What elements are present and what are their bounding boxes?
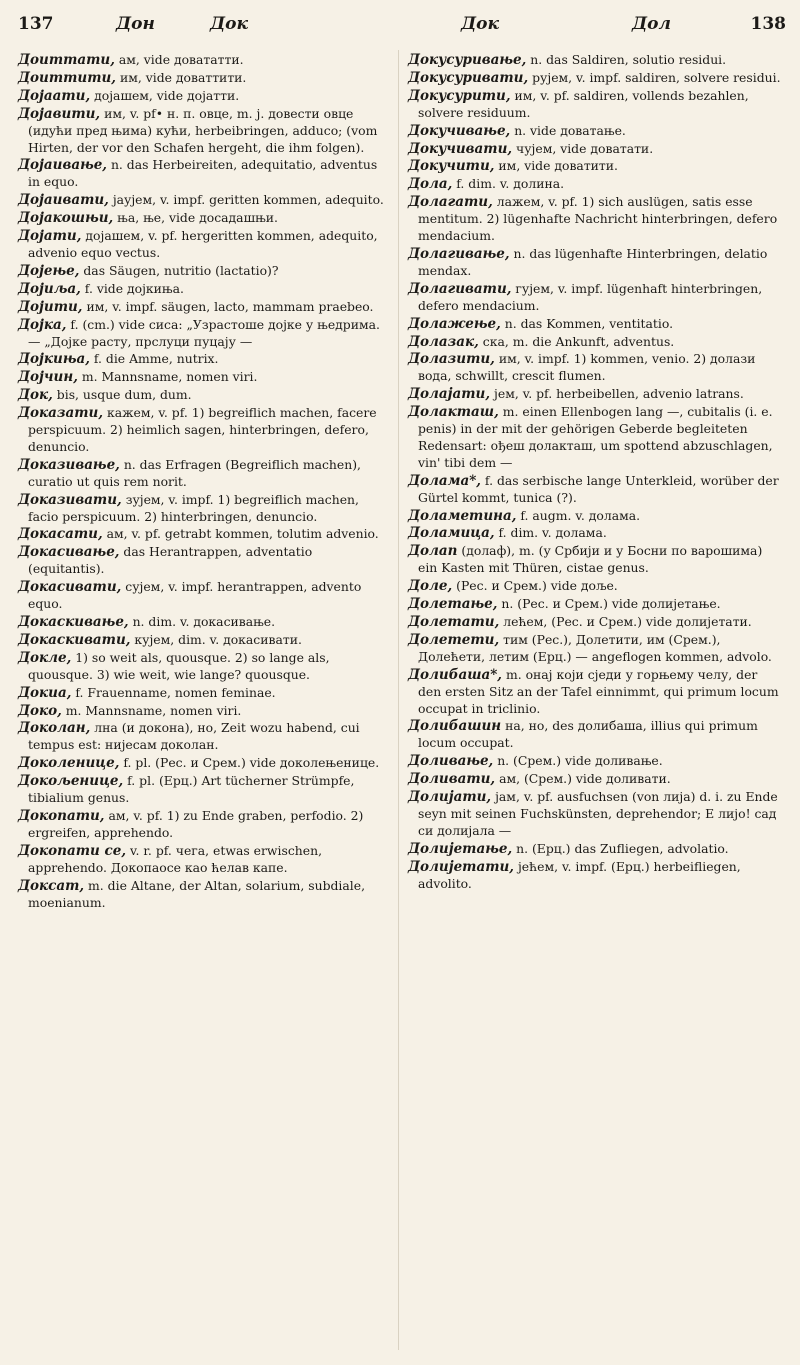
dictionary-entry bbox=[18, 88, 390, 105]
entry-headword: Докасивање, bbox=[18, 544, 120, 561]
entry-definition: чујем, vide доватати. bbox=[512, 140, 654, 156]
entry-definition: f. augm. v. долама. bbox=[516, 507, 641, 523]
entry-definition: им, vide доватити. bbox=[494, 158, 618, 174]
entry-headword: Доjење, bbox=[18, 262, 80, 279]
entry-headword: Долакташ, bbox=[408, 404, 499, 421]
dictionary-entry bbox=[18, 299, 390, 316]
page-number-left: 137 bbox=[18, 14, 54, 34]
entry-definition: јаујем, v. impf. geritten kommen, adequito. bbox=[108, 192, 384, 208]
dictionary-entry bbox=[408, 316, 784, 333]
entry-headword: Докаскивати, bbox=[18, 631, 131, 648]
right-column bbox=[408, 52, 784, 894]
entry-definition: тим (Рес.), Долетити, им (Срем.), Долећети, летим (Ерц.) — angeflogen kommen, advolo. bbox=[418, 631, 772, 664]
dictionary-entry bbox=[408, 158, 784, 175]
dictionary-entry bbox=[408, 789, 784, 840]
dictionary-entry bbox=[408, 70, 784, 87]
dictionary-entry bbox=[408, 596, 784, 613]
entry-headword: Доjаивати, bbox=[18, 192, 109, 209]
entry-definition: лажем, v. pf. 1) sich auslügen, satis esse mentitum. 2) lügenhafte Nachricht hinterbringen, defero mendacium. bbox=[418, 194, 778, 244]
dictionary-entry bbox=[18, 773, 390, 807]
dictionary-entry bbox=[408, 771, 784, 788]
entry-headword: Докучивање, bbox=[408, 122, 511, 139]
dictionary-entry bbox=[18, 544, 390, 578]
dictionary-entry bbox=[408, 543, 784, 577]
dictionary-entry bbox=[18, 387, 390, 404]
page-number-right: 138 bbox=[750, 14, 786, 34]
entry-headword: Доказивање, bbox=[18, 456, 120, 473]
entry-definition: f. die Amme, nutrix. bbox=[89, 351, 219, 367]
entry-headword: Докиа, bbox=[18, 684, 72, 701]
entry-definition: доjашем, v. pf. hergeritten kommen, adequito, advenio equo vectus. bbox=[28, 228, 378, 260]
dictionary-entry bbox=[18, 106, 390, 157]
page-header bbox=[14, 8, 786, 38]
entry-definition: m. einen Ellenbogen lang —, cubitalis (i. e. penis) in der mit der gehörigen Geberde begleiteten Redensart: ођеш долакташ, um spottend abzuschlagen, vin' tibi dem — bbox=[418, 404, 773, 470]
running-head-left-last: Док bbox=[210, 14, 248, 34]
entry-definition: лна (и докона), но, Zeit wozu habend, cui tempus est: нијесам доколан. bbox=[28, 720, 360, 753]
entry-headword: Док, bbox=[18, 387, 53, 404]
entry-headword: Долетање, bbox=[408, 596, 498, 613]
entry-headword: Долагивање, bbox=[408, 245, 510, 262]
entry-headword: Долијетати, bbox=[408, 858, 515, 875]
entry-headword: Доко, bbox=[18, 702, 62, 719]
entry-definition: (Рес. и Срем.) vide доље. bbox=[452, 578, 618, 594]
entry-definition: јам, v. pf. ausfuchsen (von лија) d. i. zu Ende seyn mit seinen Fuchskünsten, deprehendor; Е лијо! сад си долијала — bbox=[418, 789, 778, 838]
entry-headword: Докусурити, bbox=[408, 87, 511, 104]
dictionary-entry bbox=[408, 123, 784, 140]
entry-headword: Докопати се, bbox=[18, 842, 127, 859]
entry-headword: Доксат, bbox=[18, 877, 85, 894]
entry-definition: ам, vide довататти. bbox=[114, 52, 244, 67]
entry-headword: Докусуривање, bbox=[408, 52, 527, 68]
entry-headword: Доjаивање, bbox=[18, 157, 108, 174]
dictionary-entry bbox=[408, 614, 784, 631]
entry-definition: јем, v. pf. herbeibellen, advenio latrans. bbox=[490, 386, 744, 402]
entry-headword: Доjати, bbox=[18, 228, 82, 245]
dictionary-entry bbox=[18, 755, 390, 772]
dictionary-entry bbox=[18, 317, 390, 351]
entry-headword: Доколан, bbox=[18, 720, 91, 737]
entry-definition: 1) so weit als, quousque. 2) so lange als, quousque. 3) wie weit, wie lange? quousque. bbox=[28, 649, 330, 682]
entry-headword: Докасивати, bbox=[18, 579, 122, 596]
entry-definition: на, но, des долибаша, illius qui primum locum occupat. bbox=[418, 718, 758, 751]
entry-definition: ња, ње, vide досадашњи. bbox=[113, 210, 278, 226]
entry-definition: das Säugen, nutritio (lactatio)? bbox=[79, 262, 279, 278]
entry-headword: Доjка, bbox=[18, 316, 67, 333]
dictionary-entry bbox=[408, 88, 784, 122]
entry-headword: Долазак, bbox=[408, 333, 479, 350]
entry-headword: Долетети, bbox=[408, 631, 500, 648]
entry-headword: Долијати, bbox=[408, 789, 492, 806]
entry-definition: доjашем, vide доjатти. bbox=[90, 87, 240, 103]
entry-definition: n. vide доватање. bbox=[510, 122, 626, 138]
entry-definition: n. (Ерц.) das Zufliegen, advolatio. bbox=[512, 840, 729, 856]
entry-definition: (долаф), m. (у Србији и у Босни по варошима) ein Kasten mit Thüren, cistae genus. bbox=[418, 543, 763, 576]
entry-headword: Долагивати, bbox=[408, 280, 512, 297]
dictionary-entry bbox=[18, 405, 390, 456]
entry-definition: m. Mannsname, nomen viri. bbox=[61, 702, 242, 718]
entry-headword: Доколенице, bbox=[18, 755, 120, 772]
dictionary-entry bbox=[18, 351, 390, 368]
entry-headword: Долазити, bbox=[408, 351, 495, 368]
dictionary-entry bbox=[408, 667, 784, 718]
dictionary-entry bbox=[18, 369, 390, 386]
entry-headword: Докучивати, bbox=[408, 140, 513, 157]
dictionary-entry bbox=[408, 176, 784, 193]
entry-definition: bis, usque dum, dum. bbox=[52, 387, 192, 403]
entry-definition: n. dim. v. докасивање. bbox=[128, 614, 276, 629]
dictionary-entry bbox=[408, 194, 784, 245]
entry-definition: m. die Altane, der Altan, solarium, subdiale, moenianum. bbox=[28, 877, 366, 910]
dictionary-entry bbox=[18, 614, 390, 631]
entry-definition: n. das Saldiren, solutio residui. bbox=[526, 52, 727, 67]
running-head-right-last: Дол bbox=[632, 14, 671, 34]
running-head-left-first: Дон bbox=[116, 14, 155, 34]
entry-definition: n. (Рес. и Срем.) vide долијетање. bbox=[497, 596, 721, 612]
dictionary-entry bbox=[408, 351, 784, 385]
dictionary-entry bbox=[18, 457, 390, 491]
dictionary-entry bbox=[408, 578, 784, 595]
dictionary-entry bbox=[408, 52, 784, 69]
entry-definition: f. pl. (Ерц.) Art tücherner Strümpfe, tibialium genus. bbox=[28, 773, 355, 806]
entry-headword: Докољенице, bbox=[18, 773, 124, 790]
dictionary-entry bbox=[408, 632, 784, 666]
entry-headword: Долијетање, bbox=[408, 840, 513, 857]
entry-headword: Докучити, bbox=[408, 158, 495, 175]
entry-definition: им, vide доваттити. bbox=[116, 69, 247, 85]
entry-headword: Доиттати, bbox=[18, 52, 115, 68]
dictionary-entry bbox=[408, 386, 784, 403]
entry-headword: Доказати, bbox=[18, 405, 104, 422]
dictionary-entry bbox=[18, 843, 390, 877]
dictionary-entry bbox=[408, 718, 784, 752]
dictionary-entry bbox=[18, 650, 390, 684]
dictionary-entry bbox=[408, 141, 784, 158]
dictionary-entry bbox=[18, 632, 390, 649]
dictionary-entry bbox=[408, 859, 784, 893]
dictionary-entry bbox=[18, 70, 390, 87]
entry-definition: ам, v. pf. 1) zu Ende graben, perfodio. 2) ergreifen, apprehendo. bbox=[28, 807, 364, 840]
entry-headword: Долама*, bbox=[408, 472, 481, 489]
entry-definition: јећем, v. impf. (Ерц.) herbeifliegen, advolito. bbox=[418, 858, 741, 891]
entry-headword: Доламица, bbox=[408, 525, 495, 542]
dictionary-entry bbox=[18, 526, 390, 543]
entry-headword: Долајати, bbox=[408, 386, 491, 403]
entry-definition: m. Mannsname, nomen viri. bbox=[77, 369, 258, 385]
entry-definition: ска, m. die Ankunft, adventus. bbox=[478, 333, 675, 349]
left-column bbox=[18, 52, 390, 912]
entry-definition: n. das Erfragen (Begreiflich machen), curatio ut quis rem norit. bbox=[28, 456, 361, 489]
entry-definition: кажем, v. pf. 1) begreiflich machen, facere perspicuum. 2) heimlich sagen, hinterbringen, defero, denuncio. bbox=[28, 405, 377, 454]
entry-headword: Доламетина, bbox=[408, 507, 517, 524]
entry-headword: Доjаати, bbox=[18, 87, 91, 104]
dictionary-entry bbox=[18, 703, 390, 720]
entry-headword: Доjавити, bbox=[18, 105, 101, 122]
entry-definition: сујем, v. impf. herantrappen, advento equo. bbox=[28, 579, 362, 612]
column-divider bbox=[398, 50, 399, 1350]
dictionary-entry bbox=[18, 720, 390, 754]
entry-definition: рујем, v. impf. saldiren, solvere residui. bbox=[528, 69, 781, 85]
entry-headword: Доливати, bbox=[408, 771, 496, 788]
entry-headword: Долетати, bbox=[408, 614, 500, 630]
dictionary-entry bbox=[18, 492, 390, 526]
dictionary-entry bbox=[18, 281, 390, 298]
entry-definition: f. vide дојкиња. bbox=[80, 280, 184, 296]
entry-definition: n. (Срем.) vide доливање. bbox=[493, 753, 663, 769]
entry-headword: Дола, bbox=[408, 176, 453, 193]
entry-headword: Доле, bbox=[408, 578, 453, 595]
entry-headword: Долибашин bbox=[408, 718, 502, 735]
dictionary-entry bbox=[18, 228, 390, 262]
dictionary-entry bbox=[18, 210, 390, 227]
dictionary-entry bbox=[18, 579, 390, 613]
entry-definition: v. r. pf. чега, etwas erwischen, apprehendo. Докопаосе као ћелав капе. bbox=[28, 842, 323, 875]
dictionary-entry bbox=[408, 246, 784, 280]
entry-headword: Докасати, bbox=[18, 526, 103, 543]
entry-definition: гујем, v. impf. lügenhaft hinterbringen, defero mendacium. bbox=[418, 280, 763, 313]
entry-definition: das Herantrappen, adventatio (equitantis). bbox=[28, 544, 313, 577]
entry-headword: Долагати, bbox=[408, 194, 493, 211]
dictionary-entry bbox=[408, 841, 784, 858]
entry-definition: n. das lügenhafte Hinterbringen, delatio mendax. bbox=[418, 245, 768, 278]
entry-headword: Доиттити, bbox=[18, 69, 117, 86]
entry-definition: f. pl. (Рес. и Срем.) vide доколењенице. bbox=[119, 755, 380, 771]
entry-definition: f. (cm.) vide сиса: „Узрастоше дојке у њедрима. — „Дојке расту, прслуци пуцају — bbox=[28, 316, 380, 349]
entry-headword: Доjакошњи, bbox=[18, 210, 114, 227]
dictionary-entry bbox=[18, 808, 390, 842]
dictionary-entry bbox=[408, 508, 784, 525]
entry-headword: Докопати, bbox=[18, 807, 105, 824]
entry-headword: Доjити, bbox=[18, 298, 83, 315]
entry-headword: Долажење, bbox=[408, 315, 501, 332]
entry-definition: f. dim. v. долама. bbox=[494, 525, 607, 541]
dictionary-entry bbox=[408, 525, 784, 542]
entry-definition: им, v. pf. saldiren, vollends bezahlen, solvere residuum. bbox=[418, 87, 749, 120]
entry-definition: f. Frauenname, nomen feminae. bbox=[71, 684, 276, 700]
dictionary-entry bbox=[18, 263, 390, 280]
entry-headword: Долап bbox=[408, 543, 458, 560]
dictionary-entry bbox=[18, 157, 390, 191]
entry-definition: m. онај који сједи у горњему челу, der den ersten Sitz an der Tafel einnimmt, qui primum locum occupat in triclinio. bbox=[418, 666, 779, 716]
entry-definition: n. das Kommen, ventitatio. bbox=[500, 315, 674, 331]
entry-headword: Докусуривати, bbox=[408, 69, 529, 86]
entry-headword: Докле, bbox=[18, 649, 72, 666]
entry-definition: кујем, dim. v. докасивати. bbox=[130, 631, 302, 647]
dictionary-entry bbox=[18, 52, 390, 69]
entry-definition: зујем, v. impf. 1) begreiflich machen, facio perspicuum. 2) hinterbringen, denuncio. bbox=[28, 491, 359, 524]
entry-headword: Доjкиња, bbox=[18, 351, 90, 368]
entry-definition: им, v. pf• н. п. овце, m. j. довести овце (идући пред њима) кући, herbeibringen, adduco; (vom Hirten, der vor den Schafen hergeht, die ihm folgen). bbox=[28, 105, 378, 155]
dictionary-entry bbox=[408, 473, 784, 507]
entry-definition: n. das Herbeireiten, adequitatio, adventus in equo. bbox=[28, 157, 378, 190]
dictionary-entry bbox=[18, 685, 390, 702]
entry-definition: им, v. impf. 1) kommen, venio. 2) долази вода, schwillt, crescit flumen. bbox=[418, 351, 756, 384]
entry-headword: Долибаша*, bbox=[408, 666, 502, 683]
running-head-right-first: Док bbox=[461, 14, 499, 34]
entry-headword: Доjиља, bbox=[18, 280, 81, 297]
dictionary-entry bbox=[408, 281, 784, 315]
entry-headword: Докаскивање, bbox=[18, 614, 129, 630]
entry-definition: ам, v. pf. getrabt kommen, tolutim advenio. bbox=[102, 526, 379, 542]
dictionary-entry bbox=[408, 334, 784, 351]
entry-definition: им, v. impf. säugen, lacto, mammam praebeo. bbox=[82, 298, 374, 314]
entry-headword: Доливање, bbox=[408, 753, 494, 770]
entry-definition: f. das serbische lange Unterkleid, worüber der Gürtel kommt, tunica (?). bbox=[418, 472, 779, 505]
dictionary-entry bbox=[18, 192, 390, 209]
entry-definition: f. dim. v. долина. bbox=[452, 176, 565, 192]
entry-headword: Доjчин, bbox=[18, 369, 78, 386]
dictionary-entry bbox=[408, 404, 784, 472]
entry-definition: ам, (Срем.) vide доливати. bbox=[495, 771, 671, 787]
entry-headword: Доказивати, bbox=[18, 491, 122, 508]
entry-definition: лећем, (Рес. и Срем.) vide долијетати. bbox=[499, 614, 752, 629]
dictionary-entry bbox=[408, 753, 784, 770]
dictionary-entry bbox=[18, 878, 390, 912]
